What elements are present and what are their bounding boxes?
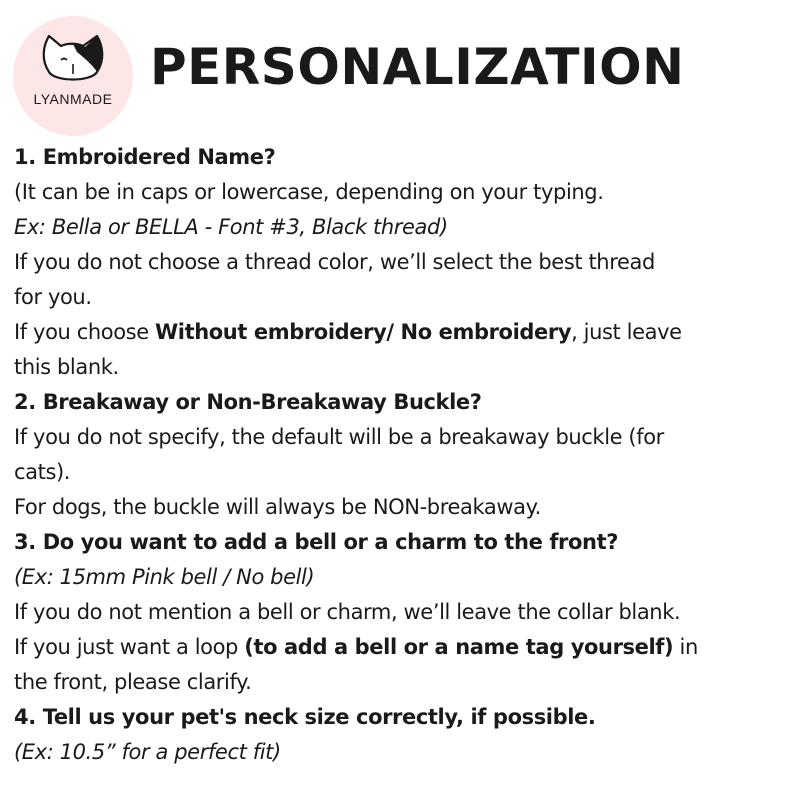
instructions <box>14 140 789 770</box>
page-title: PERSONALIZATION <box>150 38 685 96</box>
section-2-heading: 2. Breakaway or Non-Breakaway Buckle? <box>14 390 482 414</box>
section-1-line-3: If you do not choose a thread color, we’ll select the best thread <box>14 250 655 274</box>
section-1-example: Ex: Bella or BELLA - Font #3, Black thread) <box>14 215 448 239</box>
brand-logo <box>13 16 133 136</box>
section-3-line-3 <box>14 630 789 665</box>
section-1-heading: 1. Embroidered Name? <box>14 145 276 169</box>
cat-face-icon <box>37 30 109 90</box>
section-3-heading: 3. Do you want to add a bell or a charm to the front? <box>14 530 619 554</box>
text-span: If you just want a loop <box>14 635 245 659</box>
section-2-line-1: If you do not specify, the default will be a breakaway buckle (for <box>14 425 664 449</box>
section-4-example: (Ex: 10.5” for a perfect fit) <box>14 740 281 764</box>
text-span: in <box>673 635 698 659</box>
section-1-line-5 <box>14 315 789 350</box>
section-2-line-2: cats). <box>14 460 71 484</box>
section-2-line-3: For dogs, the buckle will always be NON-breakaway. <box>14 495 541 519</box>
section-3-line-2: If you do not mention a bell or charm, we’ll leave the collar blank. <box>14 600 681 624</box>
text-span: If you choose <box>14 320 156 344</box>
section-1-line-6: this blank. <box>14 355 119 379</box>
section-3-line-4: the front, please clarify. <box>14 670 252 694</box>
bold-text: (to add a bell or a name tag yourself) <box>244 635 674 659</box>
section-1-line-1: (It can be in caps or lowercase, depending on your typing. <box>14 180 604 204</box>
section-4-heading: 4. Tell us your pet's neck size correctly, if possible. <box>14 705 596 729</box>
bold-text: Without embroidery/ No embroidery <box>155 320 572 344</box>
logo-text: LYANMADE <box>33 91 113 107</box>
text-span: , just leave <box>571 320 682 344</box>
section-3-example: (Ex: 15mm Pink bell / No bell) <box>14 565 315 589</box>
section-1-line-4: for you. <box>14 285 92 309</box>
